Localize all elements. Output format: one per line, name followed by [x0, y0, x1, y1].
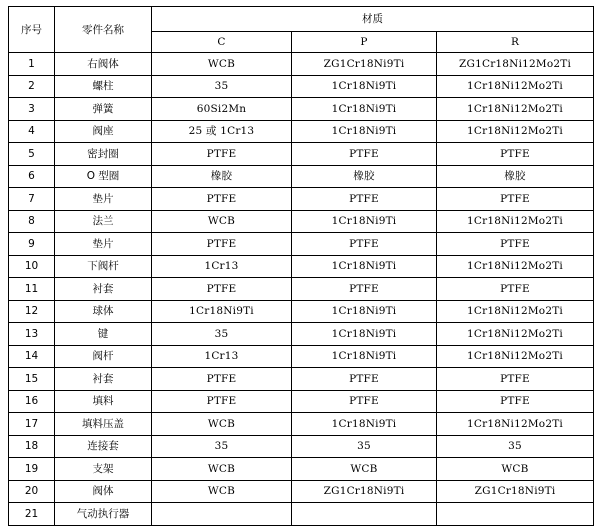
row-number-cell: 12	[9, 300, 55, 323]
material-r-cell: 1Cr18Ni12Mo2Ti	[437, 98, 594, 121]
material-c-cell: 橡胶	[152, 165, 292, 188]
material-c-cell: WCB	[152, 53, 292, 76]
material-r-cell: 1Cr18Ni12Mo2Ti	[437, 300, 594, 323]
material-c-cell: 1Cr13	[152, 255, 292, 278]
material-p-cell: 1Cr18Ni9Ti	[292, 98, 437, 121]
material-c-cell: WCB	[152, 480, 292, 503]
material-c-cell: 35	[152, 435, 292, 458]
table-row	[9, 98, 594, 121]
table-row	[9, 300, 594, 323]
table-row	[9, 345, 594, 368]
material-r-cell: 1Cr18Ni12Mo2Ti	[437, 413, 594, 436]
row-number-cell: 7	[9, 188, 55, 211]
material-r-cell: PTFE	[437, 368, 594, 391]
row-number-cell: 14	[9, 345, 55, 368]
material-c-cell: PTFE	[152, 233, 292, 256]
part-name-cell: 密封圈	[55, 143, 152, 166]
part-name-cell: 右阀体	[55, 53, 152, 76]
material-c-cell: PTFE	[152, 368, 292, 391]
row-number-cell: 21	[9, 503, 55, 526]
table-row	[9, 503, 594, 526]
material-c-cell: WCB	[152, 413, 292, 436]
part-name-cell: 弹簧	[55, 98, 152, 121]
material-p-cell: WCB	[292, 458, 437, 481]
material-r-cell: 橡胶	[437, 165, 594, 188]
material-p-cell: PTFE	[292, 278, 437, 301]
material-p-cell: 1Cr18Ni9Ti	[292, 300, 437, 323]
row-number-cell: 3	[9, 98, 55, 121]
part-name-cell: 衬套	[55, 368, 152, 391]
material-p-cell: 1Cr18Ni9Ti	[292, 413, 437, 436]
material-p-cell: 1Cr18Ni9Ti	[292, 120, 437, 143]
row-number-cell: 4	[9, 120, 55, 143]
part-name-cell: 填料压盖	[55, 413, 152, 436]
material-r-cell: 1Cr18Ni12Mo2Ti	[437, 120, 594, 143]
material-p-cell: PTFE	[292, 390, 437, 413]
material-r-cell: ZG1Cr18Ni12Mo2Ti	[437, 53, 594, 76]
material-r-cell: PTFE	[437, 143, 594, 166]
header-seq: 序号	[9, 7, 55, 53]
part-name-cell: 法兰	[55, 210, 152, 233]
part-name-cell: 垫片	[55, 233, 152, 256]
part-name-cell: 填料	[55, 390, 152, 413]
material-c-cell	[152, 503, 292, 526]
material-p-cell: PTFE	[292, 188, 437, 211]
material-r-cell: PTFE	[437, 233, 594, 256]
material-p-cell: PTFE	[292, 368, 437, 391]
table-row	[9, 255, 594, 278]
table-row	[9, 143, 594, 166]
row-number-cell: 2	[9, 75, 55, 98]
part-name-cell: 阀体	[55, 480, 152, 503]
material-p-cell: PTFE	[292, 143, 437, 166]
row-number-cell: 8	[9, 210, 55, 233]
material-p-cell: ZG1Cr18Ni9Ti	[292, 480, 437, 503]
part-name-cell: 支架	[55, 458, 152, 481]
material-r-cell: 35	[437, 435, 594, 458]
part-name-cell: 连接套	[55, 435, 152, 458]
material-p-cell: 橡胶	[292, 165, 437, 188]
table-row	[9, 233, 594, 256]
table-row	[9, 480, 594, 503]
header-col-r: R	[437, 32, 594, 53]
material-r-cell: 1Cr18Ni12Mo2Ti	[437, 75, 594, 98]
table-row	[9, 368, 594, 391]
table-row	[9, 458, 594, 481]
header-col-p: P	[292, 32, 437, 53]
part-name-cell: O 型圈	[55, 165, 152, 188]
row-number-cell: 13	[9, 323, 55, 346]
material-r-cell: PTFE	[437, 390, 594, 413]
material-c-cell: 25 或 1Cr13	[152, 120, 292, 143]
material-p-cell: ZG1Cr18Ni9Ti	[292, 53, 437, 76]
row-number-cell: 10	[9, 255, 55, 278]
header-material: 材质	[152, 7, 594, 32]
material-p-cell	[292, 503, 437, 526]
material-p-cell: 1Cr18Ni9Ti	[292, 323, 437, 346]
material-c-cell: PTFE	[152, 278, 292, 301]
material-r-cell: ZG1Cr18Ni9Ti	[437, 480, 594, 503]
row-number-cell: 16	[9, 390, 55, 413]
part-name-cell: 螺柱	[55, 75, 152, 98]
table-row	[9, 210, 594, 233]
part-name-cell: 气动执行器	[55, 503, 152, 526]
table-row	[9, 75, 594, 98]
part-name-cell: 阀杆	[55, 345, 152, 368]
part-name-cell: 衬套	[55, 278, 152, 301]
table-row	[9, 188, 594, 211]
header-part-name: 零件名称	[55, 7, 152, 53]
material-p-cell: 35	[292, 435, 437, 458]
part-name-cell: 键	[55, 323, 152, 346]
material-c-cell: 60Si2Mn	[152, 98, 292, 121]
part-name-cell: 垫片	[55, 188, 152, 211]
material-r-cell: WCB	[437, 458, 594, 481]
row-number-cell: 17	[9, 413, 55, 436]
material-c-cell: 35	[152, 323, 292, 346]
row-number-cell: 19	[9, 458, 55, 481]
material-r-cell: 1Cr18Ni12Mo2Ti	[437, 323, 594, 346]
material-c-cell: 1Cr18Ni9Ti	[152, 300, 292, 323]
table-row	[9, 413, 594, 436]
row-number-cell: 5	[9, 143, 55, 166]
part-name-cell: 球体	[55, 300, 152, 323]
table-row	[9, 165, 594, 188]
material-p-cell: 1Cr18Ni9Ti	[292, 345, 437, 368]
table-row	[9, 390, 594, 413]
material-r-cell: 1Cr18Ni12Mo2Ti	[437, 345, 594, 368]
part-name-cell: 阀座	[55, 120, 152, 143]
row-number-cell: 15	[9, 368, 55, 391]
material-c-cell: PTFE	[152, 188, 292, 211]
materials-table-body	[9, 7, 594, 526]
material-r-cell: PTFE	[437, 188, 594, 211]
material-c-cell: WCB	[152, 458, 292, 481]
row-number-cell: 9	[9, 233, 55, 256]
material-p-cell: 1Cr18Ni9Ti	[292, 255, 437, 278]
table-row	[9, 323, 594, 346]
table-row	[9, 278, 594, 301]
row-number-cell: 1	[9, 53, 55, 76]
header-col-c: C	[152, 32, 292, 53]
material-c-cell: WCB	[152, 210, 292, 233]
material-p-cell: 1Cr18Ni9Ti	[292, 75, 437, 98]
material-c-cell: 1Cr13	[152, 345, 292, 368]
material-r-cell: 1Cr18Ni12Mo2Ti	[437, 210, 594, 233]
material-r-cell	[437, 503, 594, 526]
material-r-cell: 1Cr18Ni12Mo2Ti	[437, 255, 594, 278]
row-number-cell: 20	[9, 480, 55, 503]
material-p-cell: PTFE	[292, 233, 437, 256]
materials-table	[8, 6, 594, 526]
material-r-cell: PTFE	[437, 278, 594, 301]
material-c-cell: PTFE	[152, 390, 292, 413]
material-p-cell: 1Cr18Ni9Ti	[292, 210, 437, 233]
table-row	[9, 120, 594, 143]
row-number-cell: 11	[9, 278, 55, 301]
header-row-top	[9, 7, 594, 32]
part-name-cell: 下阀杆	[55, 255, 152, 278]
row-number-cell: 18	[9, 435, 55, 458]
table-row	[9, 53, 594, 76]
material-c-cell: PTFE	[152, 143, 292, 166]
material-c-cell: 35	[152, 75, 292, 98]
table-row	[9, 435, 594, 458]
row-number-cell: 6	[9, 165, 55, 188]
